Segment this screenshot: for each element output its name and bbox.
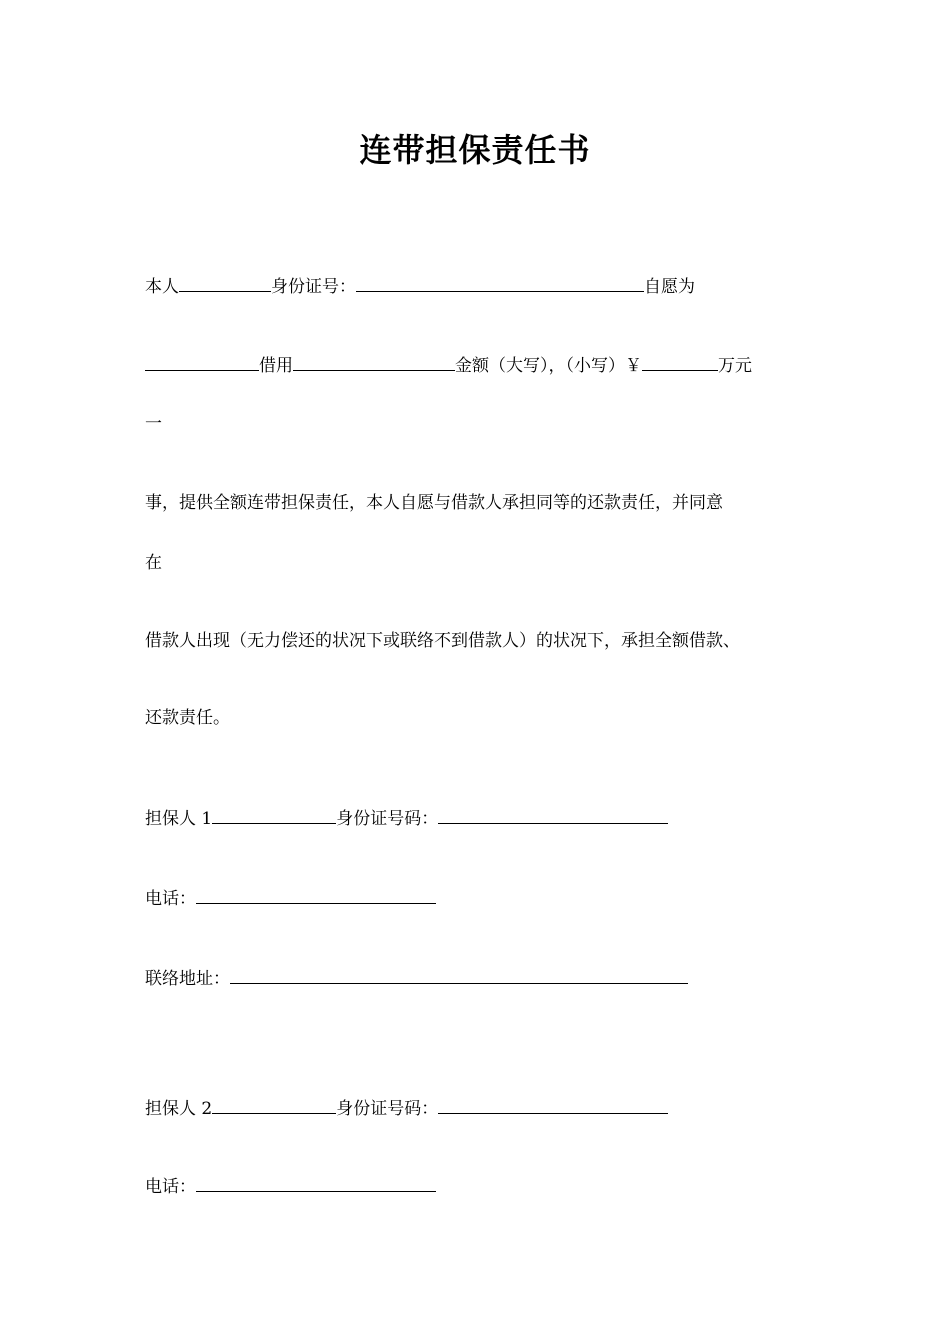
guarantor-1-address-label: 联络地址： bbox=[145, 969, 230, 989]
principal-id-blank[interactable] bbox=[356, 274, 644, 292]
borrow-label: 借用 bbox=[259, 356, 293, 376]
guarantor-2-phone-row bbox=[145, 1174, 436, 1199]
principal-name-blank[interactable] bbox=[179, 274, 271, 292]
guarantor-2-row bbox=[145, 1096, 668, 1121]
paragraph-responsibility: 还款责任。 bbox=[145, 708, 230, 728]
guarantor-2-id-blank[interactable] bbox=[438, 1096, 668, 1114]
principal-label: 本人 bbox=[145, 277, 179, 297]
guarantor-1-name-blank[interactable] bbox=[212, 806, 336, 824]
paragraph-loan-wrap: 一 bbox=[145, 414, 162, 434]
principal-id-label: 身份证号： bbox=[271, 277, 356, 297]
guarantor-1-row bbox=[145, 806, 668, 831]
loan-purpose-blank[interactable] bbox=[293, 353, 455, 371]
guarantor-2-label: 担保人 2 bbox=[145, 1099, 213, 1119]
guarantor-1-id-label: 身份证号码： bbox=[336, 809, 439, 829]
guarantor-2-name-blank[interactable] bbox=[212, 1096, 336, 1114]
guarantor-1-label: 担保人 1 bbox=[145, 809, 213, 829]
guarantor-2-id-label: 身份证号码： bbox=[336, 1099, 439, 1119]
paragraph-principal bbox=[145, 274, 695, 299]
paragraph-loan bbox=[145, 353, 752, 378]
paragraph-guarantee: 事，提供全额连带担保责任，本人自愿与借款人承担同等的还款责任，并同意 bbox=[145, 493, 723, 513]
unit-label: 万元 bbox=[718, 356, 752, 376]
guarantor-1-address-row bbox=[145, 966, 688, 991]
paragraph-guarantee-wrap: 在 bbox=[145, 553, 162, 573]
borrower-blank[interactable] bbox=[145, 353, 259, 371]
guarantor-1-phone-label: 电话： bbox=[145, 889, 196, 909]
guarantor-1-id-blank[interactable] bbox=[438, 806, 668, 824]
amount-label: 金额（大写），（小写）￥ bbox=[455, 356, 642, 376]
paragraph-condition: 借款人出现（无力偿还的状况下或联络不到借款人）的状况下，承担全额借款、 bbox=[145, 631, 740, 651]
volunteer-label: 自愿为 bbox=[644, 277, 695, 297]
guarantor-2-phone-label: 电话： bbox=[145, 1177, 196, 1197]
guarantor-2-phone-blank[interactable] bbox=[196, 1174, 436, 1192]
guarantor-1-address-blank[interactable] bbox=[230, 966, 688, 984]
amount-blank[interactable] bbox=[642, 353, 718, 371]
guarantor-1-phone-blank[interactable] bbox=[196, 886, 436, 904]
guarantor-1-phone-row bbox=[145, 886, 436, 911]
document-title: 连带担保责任书 bbox=[359, 131, 591, 169]
